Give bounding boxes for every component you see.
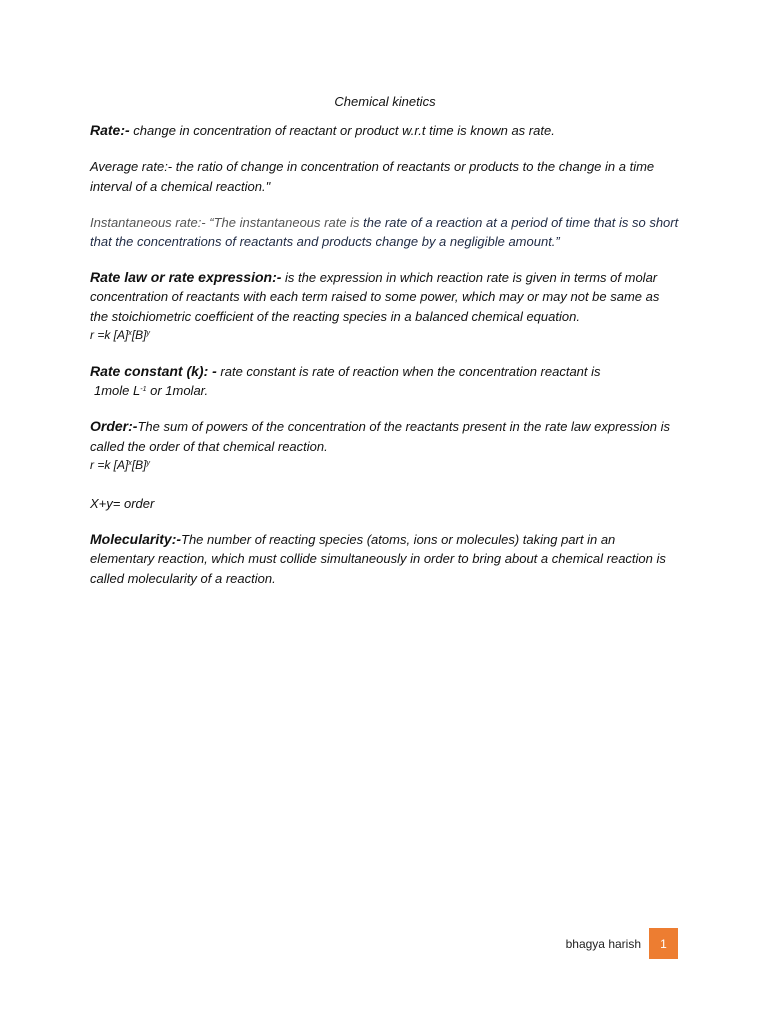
rate-law-paragraph — [90, 268, 680, 326]
rate-term: Rate:- — [90, 122, 130, 139]
instantaneous-rate-text: the rate of a reaction at a period of time that is so short that the concentrations of reactants and products change by a negligible amount. — [90, 214, 679, 250]
rate-text: change in concentration of reactant or product w.r.t time is known as rate. — [129, 123, 555, 139]
order-formula-prefix: r =k [A] — [90, 457, 129, 472]
order-exp-x: x — [128, 459, 132, 467]
rate-constant-exp: -1 — [140, 386, 147, 394]
rate-law-formula-prefix: r =k [A] — [90, 327, 129, 342]
document-body — [90, 92, 680, 605]
instantaneous-rate-label: Instantaneous rate:- “The instantaneous rate is — [90, 214, 364, 230]
footer-author: bhagya harish — [565, 936, 641, 951]
rate-constant-suffix: or 1molar. — [146, 383, 209, 399]
molecularity-term: Molecularity:- — [90, 531, 182, 548]
rate-constant-unit: 1mole L — [94, 383, 141, 399]
rate-law-text: is the expression in which reaction rate is given in terms of molar concentration of reactants with each term raised to some power, which may or may not be same as the stoichiometric coefficient of the reacting species in a balanced chemical equation. — [90, 270, 660, 324]
rate-constant-term: Rate constant (k): - — [90, 363, 217, 380]
order-paragraph — [90, 417, 680, 455]
rate-paragraph — [90, 121, 680, 140]
instantaneous-rate-paragraph — [90, 213, 680, 251]
document-title: Chemical kinetics — [334, 94, 436, 109]
order-exp-y: y — [146, 459, 151, 467]
rate-law-term: Rate law or rate expression:- — [90, 269, 282, 286]
order-formula — [90, 456, 680, 475]
rate-law-exp-y: y — [146, 329, 151, 337]
page-footer — [566, 928, 678, 959]
rate-law-formula — [90, 326, 680, 345]
rate-constant-text: rate constant is rate of reaction when the concentration reactant is — [216, 364, 601, 380]
molecularity-text: The number of reacting species (atoms, ions or molecules) taking part in an elementary reaction, which must collide simultaneously in order to bring about a chemical reaction is called molecularity of a reaction. — [90, 532, 666, 586]
average-rate-text: Average rate:- the ratio of change in concentration of reactants or products to the change in a time interval of a chemical reaction." — [90, 159, 655, 194]
instantaneous-rate-close: ” — [555, 234, 560, 250]
order-text: The sum of powers of the concentration of the reactants present in the rate law expression is called the order of that chemical reaction. — [90, 419, 671, 454]
rate-law-formula-mid: [B] — [131, 327, 147, 342]
rate-law-exp-x: x — [128, 329, 132, 337]
page-number-badge: 1 — [649, 928, 678, 959]
rate-constant-line2 — [90, 383, 208, 398]
order-term: Order:- — [90, 418, 138, 435]
order-sum: X+y= order — [90, 496, 155, 512]
molecularity-paragraph — [90, 530, 680, 588]
order-formula-mid: [B] — [131, 457, 147, 472]
average-rate-paragraph — [90, 157, 680, 195]
rate-constant-paragraph — [90, 362, 680, 400]
